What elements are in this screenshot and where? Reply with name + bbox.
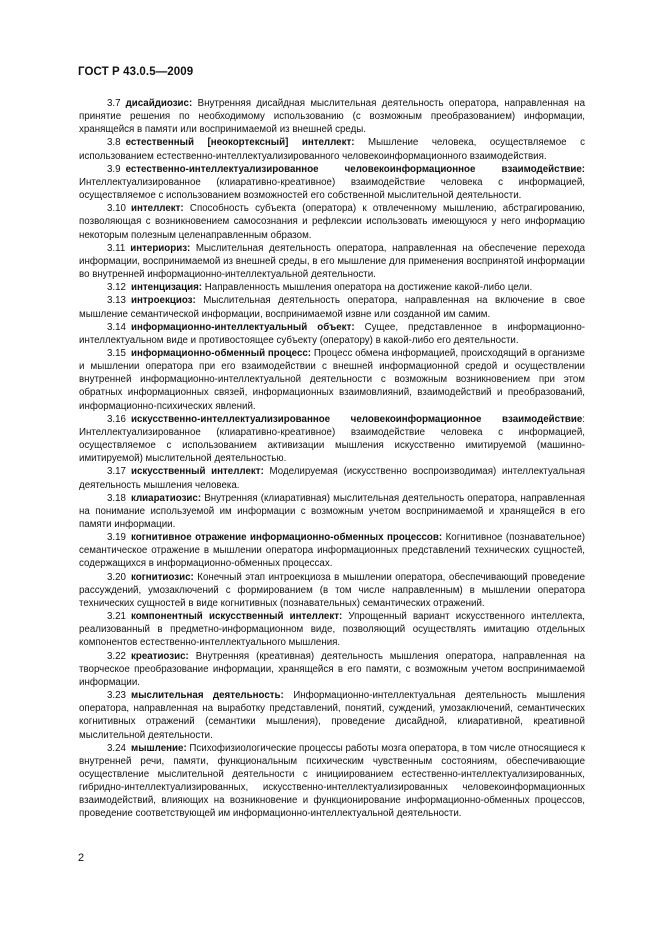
entry-definition: Упрощенный вариант искусственного интеллекта, реализованный в предметно-информационном виде, позволяющий осуществлять имитацию отдельных компонентов естественно-интеллектуального мышления.: [79, 611, 585, 649]
entry-term: компонентный искусственный интеллект:: [130, 611, 343, 623]
entry-number: 3.22: [107, 650, 126, 662]
entry-definition: Процесс обмена информацией, происходящий в организме и мышлении оператора при его взаимодействии с внешней информационной средой и осуществлении внутренней информационно-интеллектуальной деятельности с возможным возникновением при этом обратных информационных связей, информационных взаимовлияний, взаимодействий и преобразований, информационно-психических явлений.: [79, 347, 585, 412]
entry-number: 3.14: [107, 321, 126, 333]
definition-entry: [79, 413, 585, 466]
entry-definition: Информационно-интеллектуальная деятельность мышления оператора, направленная на выработку представлений, понятий, суждений, умозаключений, семантических когнитивных отражений (семантики мышления), проведение дисайдной, клиаративной, креативной мыслительной деятельности.: [79, 690, 585, 741]
entry-term: интенцизация:: [130, 282, 203, 294]
definition-entry: [79, 610, 585, 649]
entry-definition: Психофизиологические процессы работы мозга оператора, в том числе относящиеся к внутренней речи, памяти, функциональным психическим чувственным состояниям, обеспечивающие осуществление мыслительной деятельности с инициированием естественно-интеллектуализированных, гибридно-интеллектуализированных, искусственно-интеллектуализированных человекоинформационных взаимодействий, влияющих на возникновение и функционирование информационно-обменных процессов, проведение соответствующей им информационно-интеллектуальной деятельности.: [79, 742, 585, 820]
entry-definition: Внутренняя дисайдная мыслительная деятельность оператора, направленная на принятие решения по необходимому использованию (с возможным преобразованием) информации, хранящейся в памяти или воспринимаемой из внешней среды.: [79, 98, 585, 136]
entry-number: 3.20: [107, 571, 126, 583]
definition-entry: [79, 571, 585, 610]
entry-term: клиаратиозис:: [130, 492, 202, 504]
definition-entry: [79, 281, 585, 294]
entry-number: 3.7: [107, 98, 121, 109]
entry-term: интроекциоз:: [130, 295, 196, 307]
entry-term: мышление:: [130, 742, 187, 754]
entry-term: искусственный интеллект:: [130, 466, 264, 478]
definition-entry: [79, 321, 585, 347]
entry-number: 3.13: [107, 295, 126, 307]
entry-term: когнитивное отражение информационно-обменных процессов:: [130, 532, 443, 544]
entry-number: 3.16: [107, 413, 126, 425]
entry-number: 3.21: [107, 611, 126, 623]
entry-definition: Мыслительная деятельность оператора, направленная на обеспечение перехода информации, воспринимаемой из внешней среды, в его мышление для применения воспринятой информации во внутренней информационно-интеллектуальной деятельности.: [79, 242, 585, 281]
definition-entry: [79, 689, 585, 742]
definition-entry: [79, 492, 585, 531]
definition-entry: [79, 242, 585, 281]
entry-number: 3.24: [107, 742, 126, 754]
definition-entry: [79, 742, 585, 821]
entry-definition: Способность субъекта (оператора) к отвлеченному мышлению, абстрагированию, позволяющая с возникновением самосознания и рефлексии использовать имеющуюся у него информацию некоторым полезным целенаправленным образом.: [79, 203, 585, 241]
entry-definition: Направленность мышления оператора на достижение какой-либо цели.: [202, 282, 533, 294]
entry-definition: : Интеллектуализированное (клиаративно-креативное) взаимодействие человека с информацией, осуществляемое с использованием активизации мышления искусственно имитируемой (машинно-имитируемой) мыслительной деятельностью.: [79, 413, 585, 465]
entry-definition: Сущее, представленное в информационно-интеллектуальном виде и противостоящее субъекту (оператору) в какой-либо его деятельности.: [79, 321, 586, 346]
entry-number: 3.12: [107, 282, 126, 294]
entry-definition: Внутренняя (клиаративная) мыслительная деятельность оператора, направленная на понимание используемой им информации с возможным учетом воспринимаемой и хранящейся в его памяти информации.: [79, 492, 585, 530]
entry-term: интериориз:: [130, 242, 191, 254]
entry-term: естественно-интеллектуализированное человекоинформационное взаимодействие:: [125, 163, 585, 175]
entry-term: интеллект:: [130, 203, 184, 215]
definition-entry: [79, 347, 585, 413]
entry-term: естественный [неокортексный] интеллект:: [125, 137, 355, 149]
definition-entry: [79, 163, 585, 202]
entry-definition: Внутренняя (креативная) деятельность мышления оператора, направленная на творческое преобразование информации, хранящейся в его памяти, с возможным учетом воспринимаемой информации.: [79, 650, 585, 688]
entry-number: 3.10: [107, 203, 126, 215]
entry-term: креатиозис:: [130, 650, 189, 662]
entry-number: 3.15: [107, 347, 126, 359]
entry-number: 3.18: [107, 492, 126, 504]
entry-definition: Мышление человека, осуществляемое с использованием естественно-интеллектуализированного человекоинформационного взаимодействия.: [79, 137, 585, 162]
definition-entry: [79, 650, 585, 689]
definition-entry: [79, 97, 585, 136]
entry-number: 3.9: [107, 163, 121, 175]
entry-number: 3.8: [107, 137, 121, 149]
entry-definition: Интеллектуализированное (клиаративно-креативное) взаимодействие человека с информацией, осуществляемое с использованием возможностей его собственной мыслительной деятельности.: [79, 176, 585, 202]
entry-term: информационно-обменный процесс:: [130, 347, 312, 359]
entry-definition: Мыслительная деятельность оператора, направленная на включение в свое мышление семантической информации, воспринимаемой извне или созданной им самим.: [79, 295, 585, 320]
page-number: 2: [78, 852, 85, 864]
entry-term: когнитиозис:: [130, 571, 194, 583]
document-header: ГОСТ Р 43.0.5—2009: [78, 66, 194, 78]
entry-number: 3.19: [107, 532, 126, 544]
entry-definition: Моделируемая (искусственно воспроизводимая) интеллектуальная деятельность мышления человека.: [79, 466, 585, 491]
definition-entry: [79, 136, 585, 162]
entry-term: дисайдиозис:: [125, 98, 193, 109]
entry-number: 3.17: [107, 466, 126, 478]
definition-entry: [79, 202, 585, 241]
entry-number: 3.11: [107, 242, 126, 254]
entry-term: информационно-интеллектуальный объект:: [130, 321, 355, 333]
entry-definition: Когнитивное (познавательное) семантическое отражение в мышлении оператора информационных представлений технических сущностей, содержащихся в информационно-обменных процессах.: [79, 532, 585, 570]
entry-definition: Конечный этап интроекциоза в мышлении оператора, обеспечивающий проведение рассуждений, умозаключений с формированием (в том числе направленным) в мышлении оператора технических сущностей в виде когнитивных (познавательных) семантических отражений.: [79, 571, 585, 609]
definition-entry: [79, 465, 585, 491]
entry-number: 3.23: [107, 690, 126, 702]
definition-entry: [79, 531, 585, 570]
entry-term: мыслительная деятельность:: [130, 690, 284, 702]
definition-entry: [79, 294, 585, 320]
entry-term: искусственно-интеллектуализированное человекоинформационное взаимодействие: [130, 413, 583, 425]
definitions-list: [79, 97, 585, 821]
